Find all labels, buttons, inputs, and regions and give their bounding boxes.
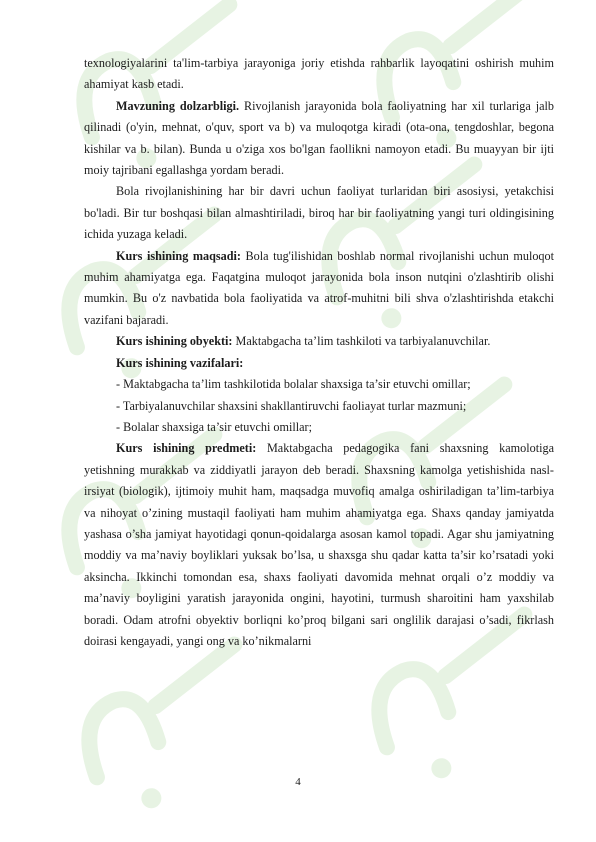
object-paragraph [84, 331, 554, 352]
relevance-paragraph [84, 96, 554, 182]
document-body [84, 53, 554, 652]
development-paragraph [84, 181, 554, 245]
goal-heading: Kurs ishining maqsadi: [116, 248, 241, 263]
tasks-heading-paragraph [84, 353, 554, 374]
page-number: 4 [295, 776, 301, 788]
subject-text: Maktabgacha pedagogika fani shaxsning kamolotiga yetishning murakkab va ziddiyatli jarayon deb beradi. Shaxsning kamolga yetishishida nasl-irsiyat (biologik), ijtimoiy muhit ham, maqsadga muvofiq amalga oshiriladigan ta’lim-tarbiya va nihoyat o’zining mustaqil faoliyati ham muhim ahamiyatga ega. Shaxs qanday jamiyatda yashasa o’sha jamiyat hayotidagi qonun-qoidalarga asosan kamol topadi. Agar shu jamiyatning moddiy va ma’naviy boyliklari yuksak bo’lsa, u shaxsga shu qadar katta ta’sir ko’rsatadi yoki aksincha. Ikkinchi tomondan esa, shaxs faoliyati davomida mehnat orqali o’z moddiy va ma’naviy boyligini yaratish jarayonida ongini, hayotini, turmush sharoitini ham yaxshilab boradi. Odam atrofni obyektiv borliqni ko’proq bilgani sari onglilik darajasi o’sadi, fikrlash doirasi kengayadi, yangi ong va ko’nikmalarni [84, 441, 554, 648]
goal-text: Bola tug'ilishidan boshlab normal rivojlanishi uchun muloqot muhim ahamiyatga ega. Faqatgina muloqot jarayonida bola inson nutqini o'zlashtirib olishi mumkin. Bu o'z navbatida bola faoliyatida va atrof-muhitni bili shva o'zlashtirishda etakchi vazifani bajaradi. [84, 248, 554, 327]
development-text: Bola rivojlanishining har bir davri uchun faoliyat turlaridan biri asosiysi, yetakchisi bo'ladi. Bir tur boshqasi bilan almashtiriladi, biroq har bir faoliyatning yangi turi oldingisining ichida yuzaga keladi. [84, 184, 554, 242]
relevance-text: Rivojlanish jarayonida bola faoliyatning har xil turlariga jalb qilinadi (o'yin, mehnat, o'quv, sport va b) va muloqotga kiradi (ota-ona, tengdoshlar, begona kishilar va b. bilan). Bunda u o'ziga xos bo'lgan faollikni namoyon etadi. Bu muayyan bir ijti moiy tajribani egallashga yordam beradi. [84, 98, 554, 178]
goal-paragraph [84, 246, 554, 332]
object-heading: Kurs ishining obyekti: [116, 334, 233, 349]
intro-paragraph [84, 53, 554, 96]
task-item: - Tarbiyalanuvchilar shaxsini shakllantiruvchi faoliayat turlar mazmuni; [116, 398, 467, 413]
object-text: Maktabgacha ta’lim tashkiloti va tarbiyalanuvchilar. [232, 334, 491, 349]
subject-paragraph [84, 438, 554, 652]
relevance-heading: Mavzuning dolzarbligi. [116, 98, 240, 113]
tasks-heading: Kurs ishining vazifalari: [116, 355, 244, 370]
task-item: - Bolalar shaxsiga ta’sir etuvchi omillar; [116, 419, 312, 434]
task-item: - Maktabgacha ta’lim tashkilotida bolalar shaxsiga ta’sir etuvchi omillar; [116, 377, 471, 392]
subject-heading: Kurs ishining predmeti: [116, 441, 257, 456]
intro-text: texnologiyalarini ta'lim-tarbiya jarayoniga joriy etishda rahbarlik layoqatini oshirish muhim ahamiyat kasb etadi. [84, 56, 554, 92]
